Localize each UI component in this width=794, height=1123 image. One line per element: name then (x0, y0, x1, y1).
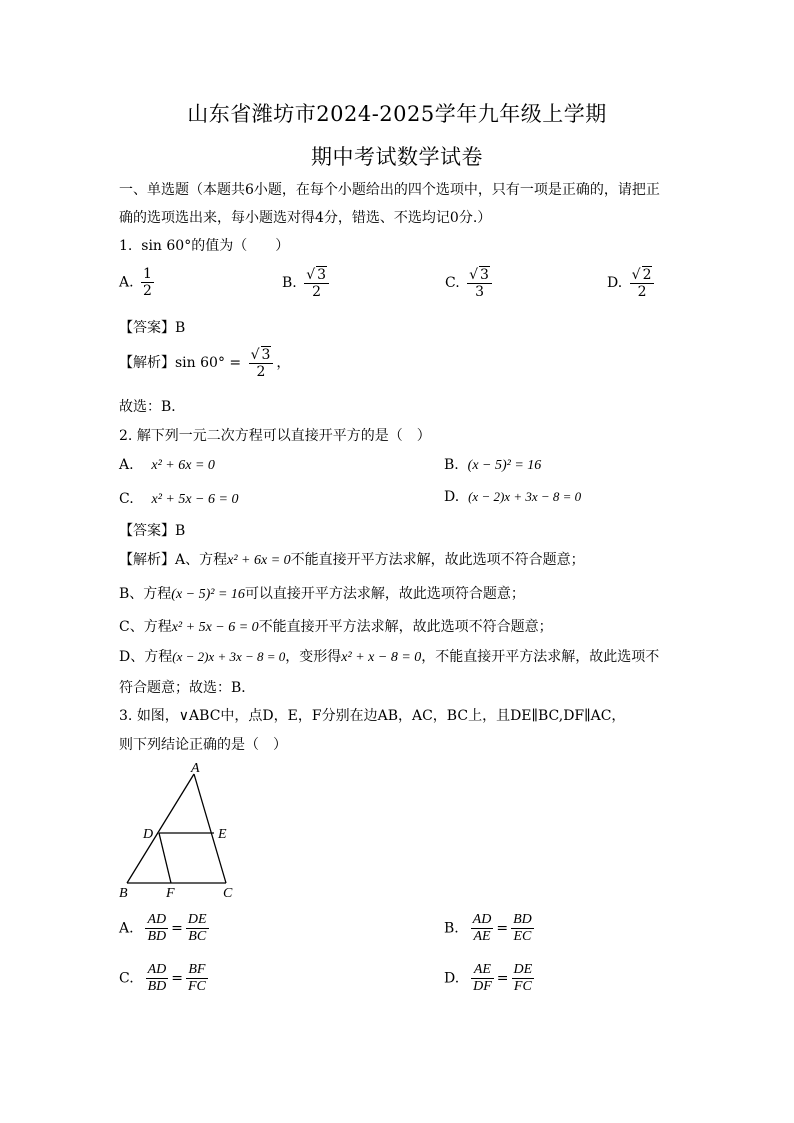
q1-option-d (607, 266, 657, 300)
q3-option-c-den1: BD (147, 979, 167, 995)
q1-stem (119, 235, 289, 255)
point-b-label: B (119, 886, 128, 901)
q2-option-a-label: A. (119, 457, 134, 473)
q1-option-a-numerator: 1 (143, 266, 152, 282)
q1-analysis-tag: 【解析】 (119, 355, 175, 372)
q1-stem-text: sin 60°的值为（ ） (141, 238, 290, 254)
q2-analysis-d-pre: D、方程 (119, 649, 173, 665)
q2-option-d (444, 489, 581, 505)
q2-option-a-equation: x² + 6x = 0 (151, 458, 215, 473)
q2-analysis-a-post: 不能直接开平方法求解，故此选项不符合题意； (290, 552, 585, 568)
side-ab (127, 774, 194, 883)
q1-option-a (119, 266, 157, 299)
q3-option-a-label: A. (119, 920, 134, 937)
q3-option-c-num2: BF (186, 962, 208, 979)
q1-option-b-denominator: 2 (312, 284, 322, 301)
q1-option-a-label: A. (119, 274, 134, 291)
q2-option-c-label: C. (119, 491, 134, 507)
q2-analysis-c-eq: x² + 5x − 6 = 0 (171, 620, 259, 635)
q3-number: 3. (119, 708, 133, 724)
triangle-figure (115, 757, 245, 902)
q2-analysis-d (119, 646, 659, 666)
q2-analysis-c (119, 616, 553, 636)
q2-stem (119, 425, 431, 445)
q3-option-b (444, 912, 537, 945)
sqrt-icon: √ (631, 267, 641, 283)
point-a-label: A (191, 761, 200, 776)
q3-option-c-label: C. (119, 970, 134, 987)
q1-option-b-label: B. (282, 275, 297, 292)
q1-analysis-numerator: 3 (261, 347, 271, 363)
q3-stem-line2: 则下列结论正确的是（ ） (119, 737, 287, 753)
q1-option-c (445, 266, 495, 300)
q3-option-d-den2: FC (513, 979, 532, 995)
q2-analysis-b-pre: B、方程 (119, 586, 172, 602)
q1-conclusion: 故选：B． (119, 399, 186, 415)
q2-analysis-d-mid: ，变形得 (285, 649, 342, 665)
q3-option-b-den2: EC (513, 929, 532, 945)
q3-option-d (444, 962, 537, 995)
q2-analysis-b-eq: (x − 5)² = 16 (171, 587, 245, 602)
q3-option-a-num2: DE (186, 912, 209, 929)
q3-option-a-den2: BC (188, 929, 207, 945)
q1-answer: 【答案】B (119, 320, 186, 336)
q1-analysis-end: ， (276, 355, 291, 372)
q3-option-b-num2: BD (511, 912, 534, 929)
q3-option-a-den1: BD (147, 929, 167, 945)
q2-analysis-c-pre: C、方程 (119, 619, 172, 635)
equals-sign: = (171, 920, 183, 937)
equals-sign: = (171, 970, 183, 987)
q3-option-a-num1: AD (145, 912, 168, 929)
sqrt-icon: √ (306, 267, 316, 283)
q2-analysis-d-eq2: x² + x − 8 = 0 (341, 650, 422, 665)
q3-option-b-label: B. (444, 920, 459, 937)
equals-sign: = (496, 920, 509, 937)
q2-number: 2. (119, 428, 133, 444)
q2-analysis-b-post: 可以直接开平方法求解，故此选项符合题意； (244, 586, 525, 602)
q3-option-d-label: D. (444, 970, 460, 987)
q1-analysis (119, 346, 290, 380)
q1-option-d-numerator: 2 (642, 267, 652, 283)
point-d-label: D (143, 827, 154, 842)
q3-option-d-num2: DE (512, 962, 535, 979)
q3-option-b-num1: AD (471, 912, 494, 929)
q1-option-c-numerator: 3 (480, 267, 489, 283)
q1-number: 1. (119, 238, 133, 254)
q3-option-b-den1: AE (473, 929, 491, 945)
q1-option-d-denominator: 2 (637, 284, 647, 301)
sqrt-icon: √ (250, 347, 260, 363)
q1-option-c-denominator: 3 (475, 284, 484, 301)
q2-analysis-a-eq: x² + 6x = 0 (227, 553, 291, 568)
point-e-label: E (218, 827, 227, 842)
q2-option-a (119, 457, 215, 474)
q2-option-b-label: B. (444, 457, 459, 473)
q1-option-a-denominator: 2 (143, 283, 152, 300)
q2-analysis-d-line2: 符合题意；故选：B． (119, 680, 256, 696)
q2-analysis-d-post: ，不能直接开平方法求解，故此选项不 (421, 649, 660, 665)
page-subtitle: 期中考试数学试卷 (311, 145, 483, 169)
q1-option-b-numerator: 3 (317, 267, 327, 283)
q1-option-d-label: D. (607, 275, 623, 292)
page-title: 山东省潍坊市2024-2025学年九年级上学期 (187, 102, 607, 126)
q2-option-b-equation: (x − 5)² = 16 (467, 458, 542, 473)
q3-option-c (119, 962, 211, 995)
q2-option-d-label: D. (444, 489, 460, 505)
q3-option-d-den1: DF (473, 979, 492, 995)
q3-stem-text: 如图，∨ABC中，点D，E，F分别在边AB，AC，BC上，且DE∥BC,DF∥AC， (136, 708, 626, 724)
segment-df (159, 833, 171, 883)
q1-option-b (282, 266, 332, 300)
section-heading-line1: 一、单选题（本题共6小题，在每个小题给出的四个选项中，只有一项是正确的，请把正 (119, 182, 660, 198)
point-f-label: F (166, 886, 175, 901)
q1-analysis-denominator: 2 (256, 364, 266, 381)
q2-stem-text: 解下列一元二次方程可以直接开平方的是（ ） (136, 428, 431, 444)
q3-option-c-num1: AD (146, 962, 169, 979)
q2-analysis-d-eq: (x − 2)x + 3x − 8 = 0 (172, 649, 286, 664)
q3-stem-line1 (119, 705, 625, 725)
q2-option-d-equation: (x − 2)x + 3x − 8 = 0 (468, 489, 582, 504)
q2-analysis-b (119, 583, 525, 603)
q1-option-c-label: C. (445, 275, 460, 292)
point-c-label: C (223, 886, 233, 901)
sqrt-icon: √ (469, 267, 479, 283)
q3-option-d-num1: AE (471, 962, 494, 979)
q2-analysis-c-post: 不能直接开平方法求解，故此选项不符合题意； (258, 619, 553, 635)
q2-analysis-a-pre: 【解析】A、方程 (119, 552, 228, 568)
q3-option-c-den2: FC (187, 979, 206, 995)
q2-option-c (119, 491, 238, 508)
section-heading-line2: 确的选项选出来，每小题选对得4分，错选、不选均记0分.） (119, 210, 492, 226)
q2-answer: 【答案】B (119, 523, 186, 539)
equals-sign: = (496, 970, 509, 987)
q2-option-c-equation: x² + 5x − 6 = 0 (151, 492, 239, 507)
q2-analysis-a (119, 549, 585, 569)
q1-analysis-expr: sin 60° = (175, 355, 242, 372)
q2-option-b (444, 457, 541, 474)
q3-option-a (119, 912, 212, 945)
